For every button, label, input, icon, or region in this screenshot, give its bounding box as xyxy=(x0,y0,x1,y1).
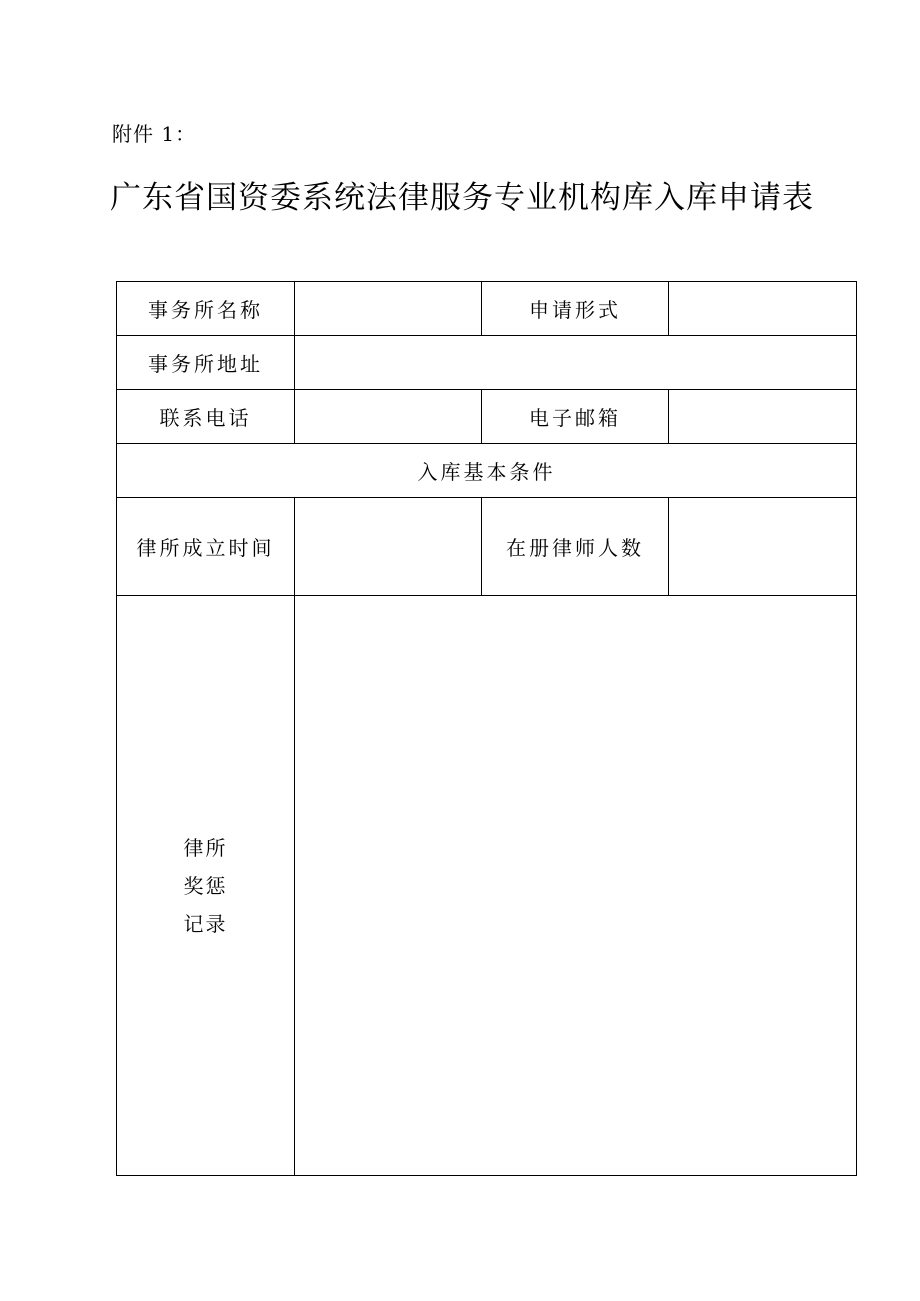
records-label-line: 律所 xyxy=(183,835,228,860)
row-records xyxy=(117,596,857,1176)
application-form-table xyxy=(116,281,857,1176)
records-label-line: 奖惩 xyxy=(183,873,228,898)
phone-label: 联系电话 xyxy=(117,390,295,444)
lawyer-count-field[interactable] xyxy=(669,498,857,596)
application-form-field[interactable] xyxy=(669,282,857,336)
email-label: 电子邮箱 xyxy=(482,390,669,444)
row-firm-stats xyxy=(117,498,857,596)
row-firm-address xyxy=(117,336,857,390)
firm-address-label: 事务所地址 xyxy=(117,336,295,390)
email-field[interactable] xyxy=(669,390,857,444)
firm-name-label: 事务所名称 xyxy=(117,282,295,336)
basic-conditions-header: 入库基本条件 xyxy=(117,444,857,498)
firm-name-field[interactable] xyxy=(295,282,482,336)
phone-field[interactable] xyxy=(295,390,482,444)
application-form-label: 申请形式 xyxy=(482,282,669,336)
row-contact xyxy=(117,390,857,444)
established-time-label: 律所成立时间 xyxy=(117,498,295,596)
records-label-cell xyxy=(117,596,295,1176)
firm-address-field[interactable] xyxy=(295,336,857,390)
attachment-label: 附件 1： xyxy=(112,122,197,146)
records-label-line: 记录 xyxy=(183,911,228,936)
records-field[interactable] xyxy=(295,596,857,1176)
lawyer-count-label: 在册律师人数 xyxy=(482,498,669,596)
row-basic-conditions xyxy=(117,444,857,498)
page-title: 广东省国资委系统法律服务专业机构库入库申请表 xyxy=(110,180,814,216)
records-label xyxy=(184,829,228,943)
row-firm-name xyxy=(117,282,857,336)
established-time-field[interactable] xyxy=(295,498,482,596)
